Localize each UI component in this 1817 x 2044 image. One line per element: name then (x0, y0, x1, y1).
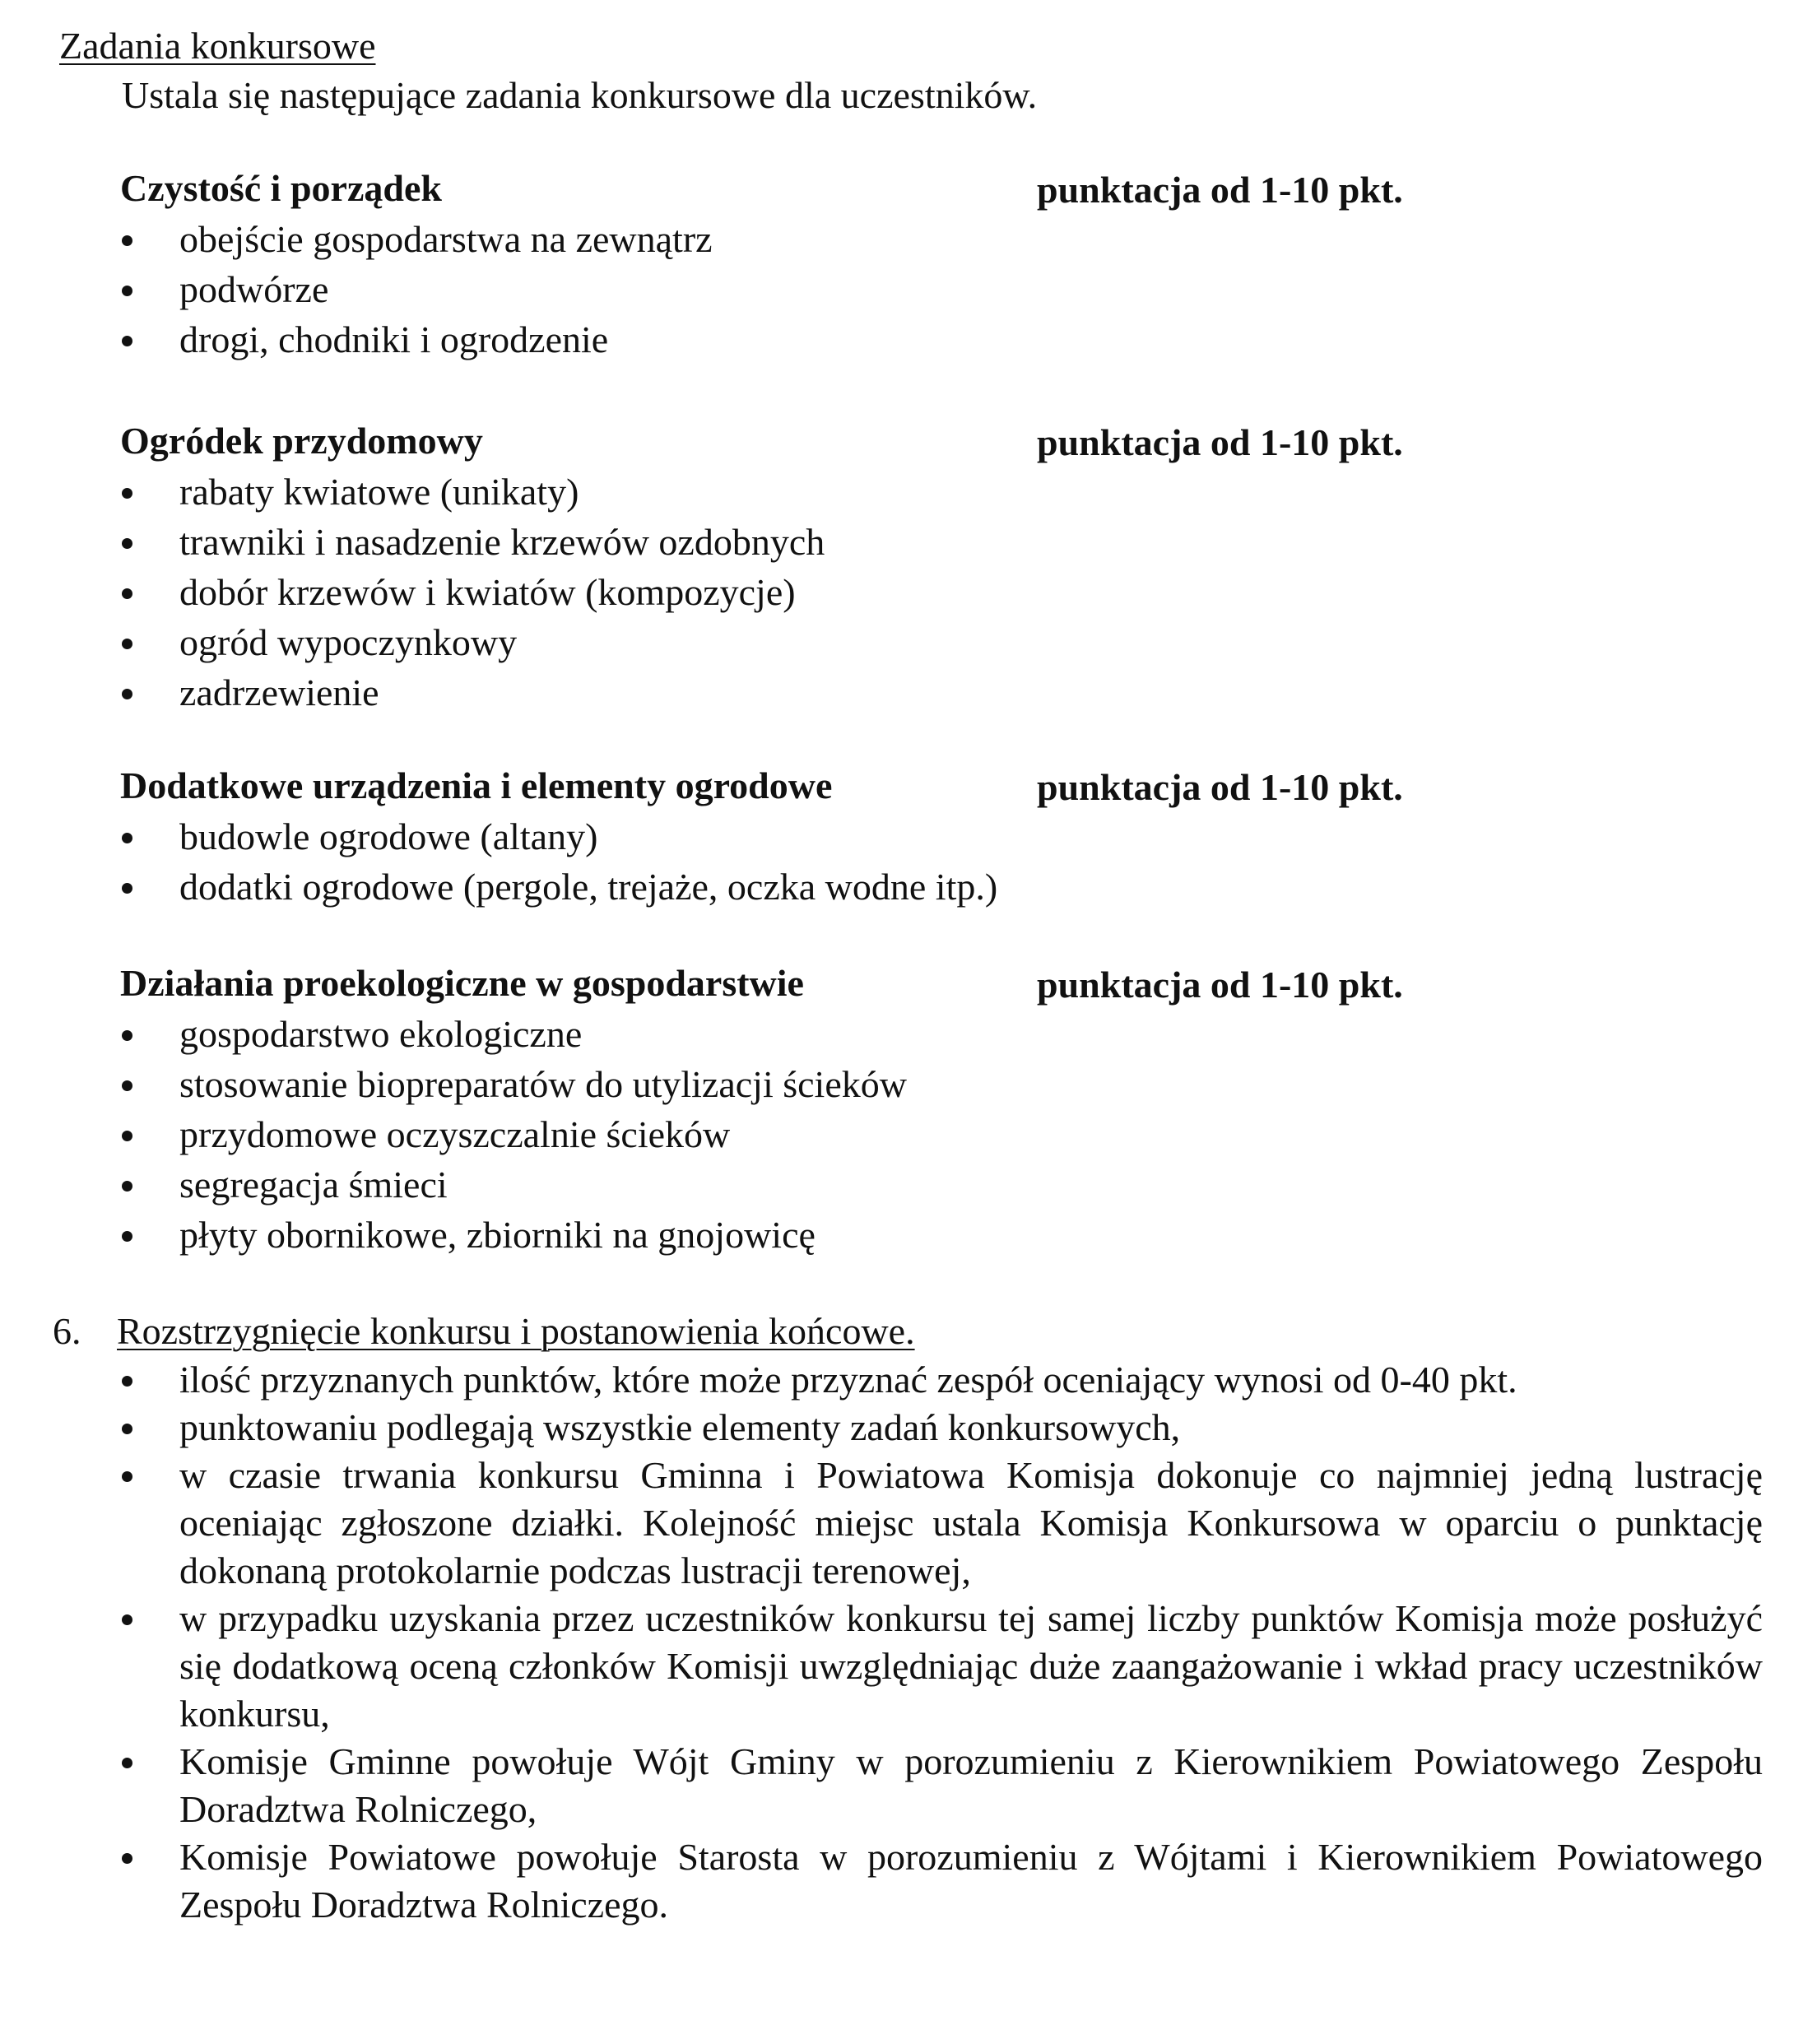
list-item (120, 667, 1437, 718)
list-item (120, 467, 1437, 517)
section-title: Działania proekologiczne w gospodarstwie (120, 962, 804, 1004)
intro-text: Ustala się następujące zadania konkursowe dla uczestników. (122, 74, 1038, 116)
bullet-list (120, 1009, 1437, 1260)
section-header (120, 760, 1437, 811)
final-header (53, 1307, 1764, 1356)
list-item (120, 1059, 1437, 1109)
list-item-text: w czasie trwania konkursu Gminna i Powiatowa Komisja dokonuje co najmniej jedną lustrację oceniając zgłoszone działki. Kolejność miejsc ustala Komisja Konkursowa w oparciu o punktację dokonaną protokolarnie podczas lustracji terenowej, (179, 1454, 1763, 1591)
section-header (120, 163, 1437, 214)
list-item-text: drogi, chodniki i ogrodzenie (179, 318, 609, 360)
final-bullet-list (53, 1356, 1764, 1929)
list-item-text: w przypadku uzyskania przez uczestników konkursu tej samej liczby punktów Komisja może posłużyć się dodatkową oceną członków Komisji uwzględniając duże zaangażowanie i wkład pracy uczestników konkursu, (179, 1597, 1763, 1735)
bullet-icon (122, 1614, 132, 1625)
bullet-icon (122, 883, 132, 894)
section-ogrodek (120, 416, 1437, 718)
list-item-text: ogród wypoczynkowy (179, 621, 518, 663)
bullet-icon (122, 639, 132, 649)
final-section (53, 1307, 1764, 1929)
list-item (120, 1738, 1763, 1833)
bullet-icon (122, 1131, 132, 1141)
bullet-icon (122, 1424, 132, 1434)
list-item (120, 1356, 1763, 1404)
bullet-icon (122, 538, 132, 549)
list-item-text: płyty obornikowe, zbiorniki na gnojowicę (179, 1214, 816, 1256)
bullet-icon (122, 286, 132, 296)
section-score: punktacja od 1-10 pkt. (1037, 964, 1403, 1006)
bullet-icon (122, 1030, 132, 1041)
section-proekologiczne (120, 958, 1437, 1260)
list-item-text: przydomowe oczyszczalnie ścieków (179, 1113, 731, 1155)
section-score: punktacja od 1-10 pkt. (1037, 421, 1403, 463)
section-title: Czystość i porządek (120, 167, 442, 209)
list-item-text: Komisje Powiatowe powołuje Starosta w porozumieniu z Wójtami i Kierownikiem Powiatowego Zespołu Doradztwa Rolniczego. (179, 1836, 1763, 1926)
list-item (120, 1404, 1763, 1452)
section-score: punktacja od 1-10 pkt. (1037, 169, 1403, 211)
list-item-text: Komisje Gminne powołuje Wójt Gminy w porozumieniu z Kierownikiem Powiatowego Zespołu Doradztwa Rolniczego, (179, 1740, 1763, 1830)
bullet-icon (122, 1376, 132, 1387)
bullet-icon (122, 488, 132, 499)
list-item-text: dobór krzewów i kwiatów (kompozycje) (179, 571, 796, 613)
section-heading: Zadania konkursowe (59, 25, 376, 67)
list-item (120, 214, 1437, 264)
bullet-icon (122, 1231, 132, 1242)
section-dodatkowe (120, 760, 1437, 912)
section-number: 6. (53, 1310, 81, 1352)
list-item-text: gospodarstwo ekologiczne (179, 1013, 583, 1055)
bullet-icon (122, 336, 132, 346)
final-title: Rozstrzygnięcie konkursu i postanowienia końcowe. (117, 1310, 915, 1352)
list-item (120, 1210, 1437, 1260)
list-item (120, 1009, 1437, 1059)
bullet-icon (122, 1181, 132, 1192)
list-item-text: obejście gospodarstwa na zewnątrz (179, 218, 713, 260)
bullet-icon (122, 1080, 132, 1091)
list-item-text: zadrzewienie (179, 671, 379, 713)
section-header (120, 416, 1437, 467)
bullet-icon (122, 1758, 132, 1768)
list-item (120, 1595, 1763, 1738)
list-item-text: punktowaniu podlegają wszystkie elementy zadań konkursowych, (179, 1406, 1181, 1448)
list-item (120, 811, 1437, 862)
section-title: Ogródek przydomowy (120, 420, 483, 462)
list-item-text: trawniki i nasadzenie krzewów ozdobnych (179, 521, 825, 563)
list-item (120, 567, 1437, 617)
list-item (120, 1833, 1763, 1929)
bullet-icon (122, 689, 132, 699)
list-item-text: rabaty kwiatowe (unikaty) (179, 471, 579, 513)
bullet-icon (122, 833, 132, 843)
section-header (120, 958, 1437, 1009)
bullet-icon (122, 235, 132, 246)
list-item (120, 1159, 1437, 1210)
list-item (120, 264, 1437, 314)
list-item (120, 862, 1437, 912)
list-item (120, 314, 1437, 365)
list-item (120, 1109, 1437, 1159)
list-item-text: dodatki ogrodowe (pergole, trejaże, oczka wodne itp.) (179, 866, 998, 908)
bullet-icon (122, 1471, 132, 1482)
bullet-icon (122, 588, 132, 599)
section-title: Dodatkowe urządzenia i elementy ogrodowe (120, 764, 833, 806)
section-czystosc (120, 163, 1437, 365)
list-item-text: budowle ogrodowe (altany) (179, 815, 598, 857)
list-item-text: segregacja śmieci (179, 1164, 448, 1205)
list-item-text: stosowanie biopreparatów do utylizacji ścieków (179, 1063, 907, 1105)
bullet-icon (122, 1853, 132, 1864)
bullet-list (120, 811, 1437, 912)
list-item-text: podwórze (179, 268, 329, 310)
section-score: punktacja od 1-10 pkt. (1037, 766, 1403, 808)
list-item-text: ilość przyznanych punktów, które może przyznać zespół oceniający wynosi od 0-40 pkt. (179, 1359, 1517, 1401)
list-item (120, 1452, 1763, 1595)
bullet-list (120, 214, 1437, 365)
list-item (120, 617, 1437, 667)
list-item (120, 517, 1437, 567)
bullet-list (120, 467, 1437, 718)
